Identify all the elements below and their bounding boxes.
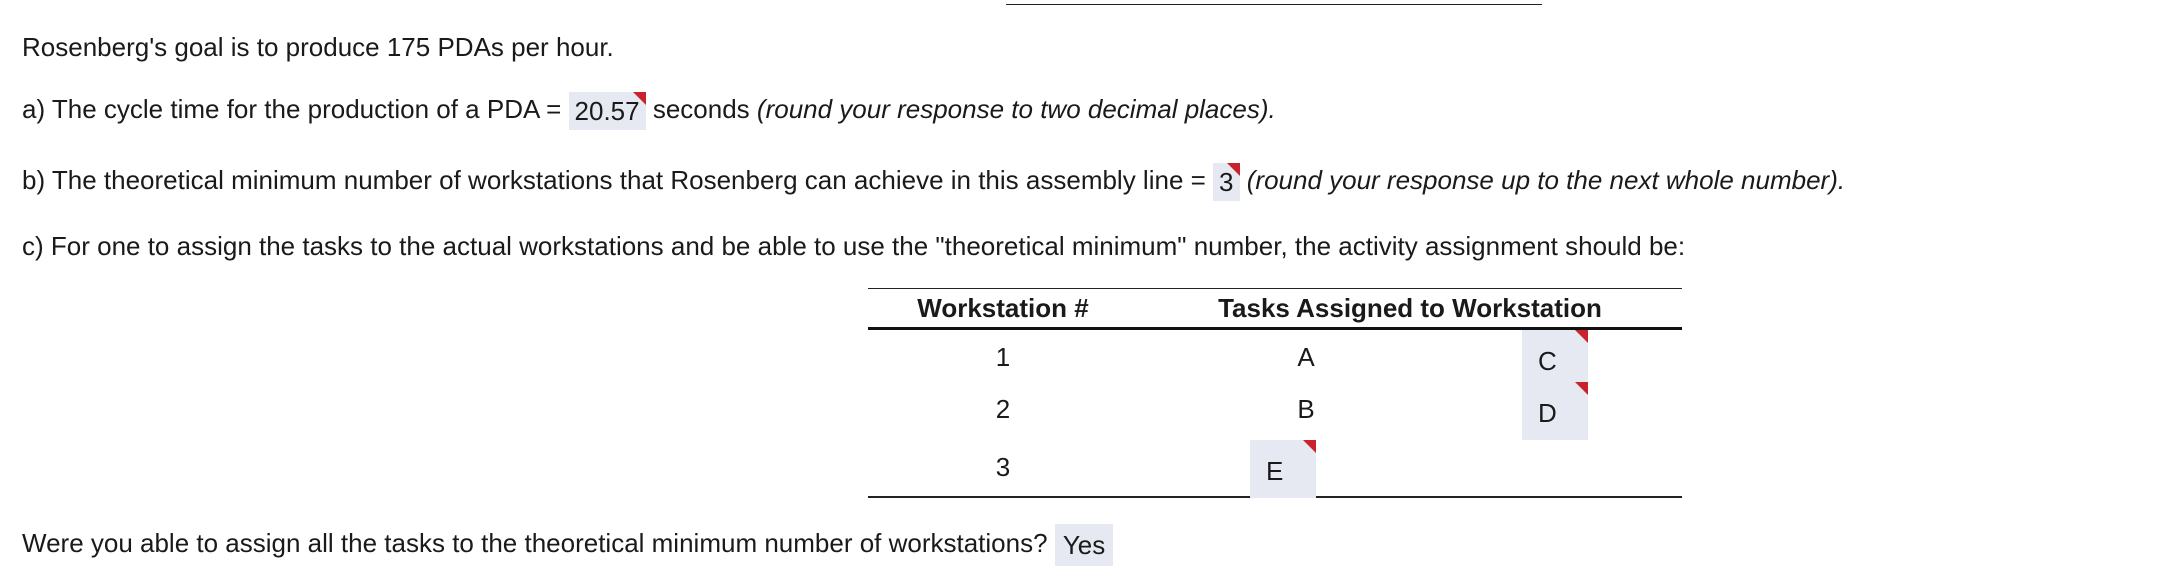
header-workstation: Workstation # (917, 292, 1089, 323)
table-row (868, 330, 1682, 382)
final-question-text: Were you able to assign all the tasks to the theoretical minimum number of workstations? (22, 527, 1048, 558)
header-tasks: Tasks Assigned to Workstation (1218, 292, 1602, 323)
task-answer-value: E (1266, 456, 1284, 486)
workstation-number: 1 (995, 342, 1011, 372)
top-divider (1006, 4, 1542, 5)
task-answer-value: C (1538, 346, 1557, 376)
assignment-table (868, 288, 1682, 498)
part-a-note: (round your response to two decimal places). (756, 94, 1276, 124)
cycle-time-answer-field[interactable]: 20.57 (569, 92, 646, 130)
task-answer-field[interactable] (1522, 330, 1588, 388)
task-answer-field[interactable] (1250, 440, 1316, 498)
part-a-unit: seconds (652, 94, 750, 124)
workstation-number: 2 (995, 394, 1011, 424)
task-cell: A (1297, 342, 1315, 372)
part-c-text: c) For one to assign the tasks to the actual workstations and be able to use the "theoretical minimum" number, the activity assignment should be: (22, 231, 1686, 261)
yes-no-answer-field[interactable]: Yes (1055, 524, 1113, 566)
part-b-prefix: b) The theoretical minimum number of workstations that Rosenberg can achieve in this assembly line = (22, 165, 1206, 195)
workstation-number: 3 (995, 452, 1011, 482)
table-row (868, 382, 1682, 434)
table-header (868, 289, 1682, 330)
final-question (22, 524, 1113, 566)
task-cell: B (1297, 394, 1315, 424)
part-a (22, 92, 1276, 130)
intro-text: Rosenberg's goal is to produce 175 PDAs per hour. (22, 32, 614, 62)
task-answer-value: D (1538, 398, 1557, 428)
table-row (868, 434, 1682, 496)
min-workstations-answer-field[interactable]: 3 (1213, 163, 1239, 201)
part-b-note: (round your response up to the next whole number). (1246, 165, 1846, 195)
task-answer-field[interactable] (1522, 382, 1588, 440)
part-a-prefix: a) The cycle time for the production of a PDA = (22, 94, 562, 124)
part-b (22, 163, 1845, 201)
